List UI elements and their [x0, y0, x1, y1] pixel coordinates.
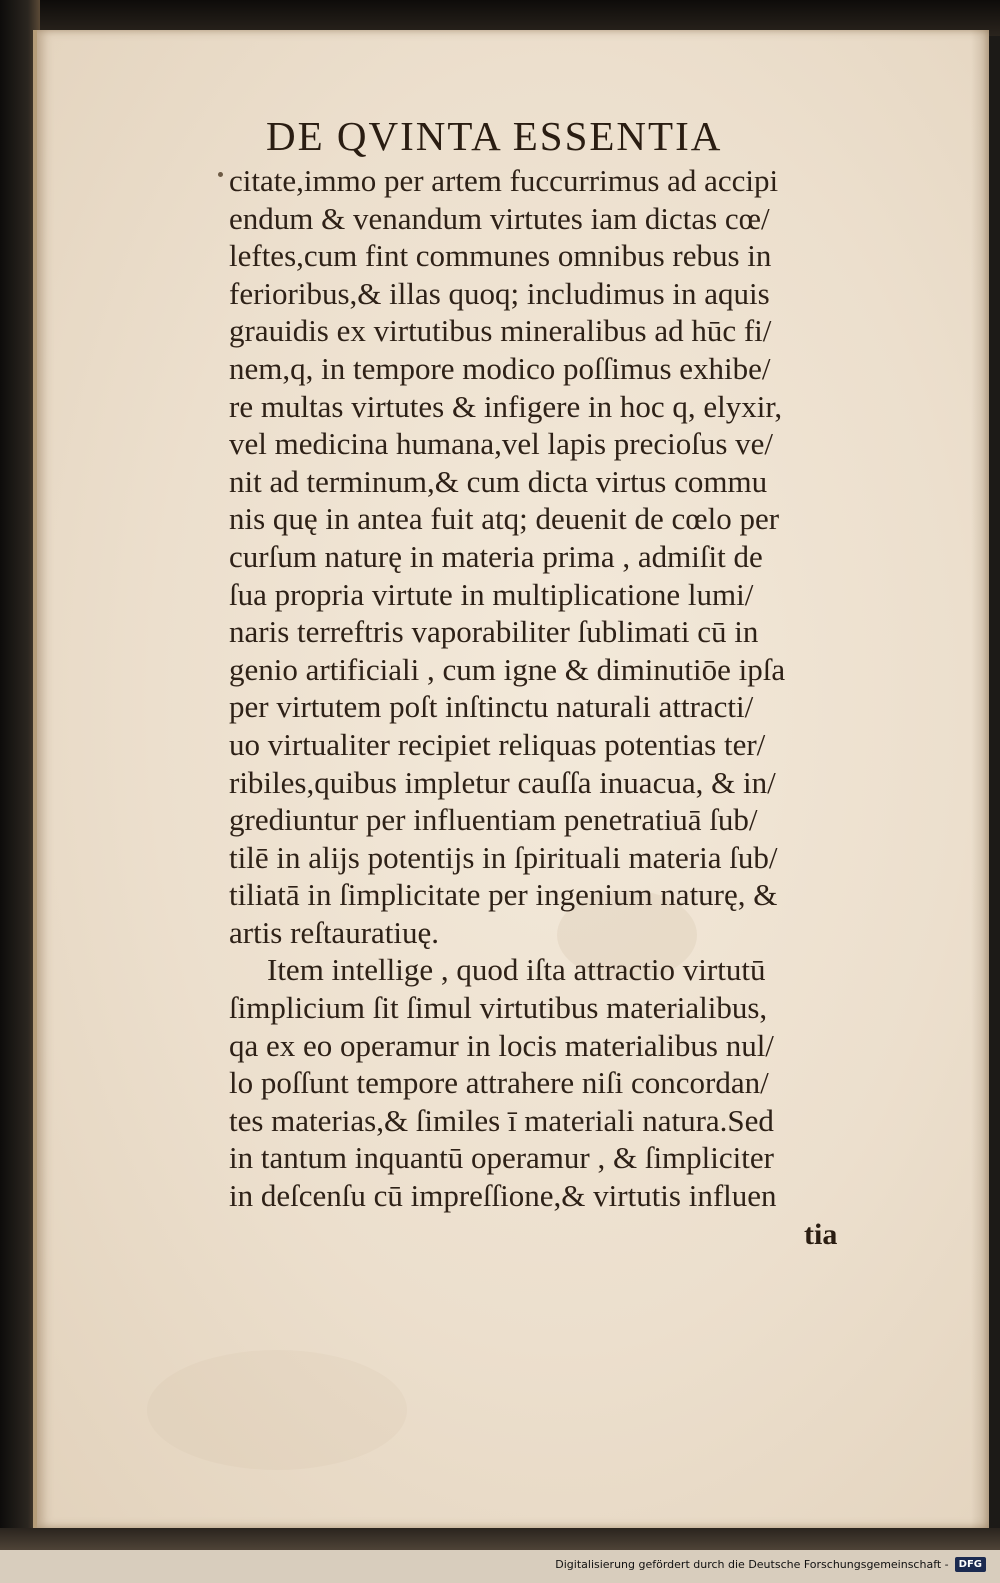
text-line: citate,immo per artem fuccurrimus ad accipi [229, 163, 779, 198]
text-line: re multas virtutes & infigere in hoc q, elyxir, [229, 388, 783, 424]
text-line: nis quę in antea fuit atq; deuenit de cœlo per [229, 501, 780, 537]
text-line: tes materias,& ſimiles ī materiali natura.Sed [229, 1102, 774, 1138]
text-line: in tantum inquantū operamur , & ſimpliciter [229, 1140, 774, 1176]
text-line: lo poſſunt tempore attrahere niſi concordan/ [229, 1065, 769, 1101]
text-line: grauidis ex virtutibus mineralibus ad hūc fi/ [229, 313, 772, 349]
text-line: curſum naturę in materia prima , admiſit de [229, 538, 763, 574]
text-line: genio artificiali , cum igne & diminutiōe ipſa [229, 651, 786, 687]
text-line: ſimplicium ſit ſimul virtutibus materialibus, [229, 990, 768, 1026]
text-line: endum & venandum virtutes iam dictas cœ/ [229, 200, 770, 236]
body-text [229, 162, 889, 1215]
text-line: uo virtualiter recipiet reliquas potentias ter/ [229, 726, 766, 762]
text-line: ferioribus,& illas quoq; includimus in aquis [229, 275, 770, 311]
text-line: nem,q, in tempore modico poſſimus exhibe/ [229, 350, 771, 386]
text-line: in deſcenſu cū impreſſione,& virtutis influen [229, 1178, 777, 1214]
dfg-logo: DFG [955, 1557, 986, 1572]
page-edge [971, 30, 989, 1528]
catchword: tia [804, 1218, 838, 1251]
credit-text: Digitalisierung gefördert durch die Deutsche Forschungsgemeinschaft - [555, 1557, 949, 1571]
paragraph-start-line: Item intellige , quod iſta attractio virtutū [267, 952, 766, 988]
text-line: tilē in alijs potentijs in ſpirituali materia ſub/ [229, 839, 778, 875]
text-line: artis reſtauratiuę. [229, 914, 440, 950]
running-header: DE QVINTA ESSENTIA [266, 113, 723, 159]
text-line: leftes,cum fint communes omnibus rebus in [229, 238, 772, 274]
text-line: nit ad terminum,& cum dicta virtus commu [229, 463, 768, 499]
text-line: qa ex eo operamur in locis materialibus nul/ [229, 1027, 774, 1063]
text-line: per virtutem poſt inſtinctu naturali attracti/ [229, 689, 754, 725]
scan-bottom-edge [0, 1528, 1000, 1550]
digitization-credit [555, 1553, 986, 1575]
text-line: ribiles,quibus impletur cauſſa inuacua, & in/ [229, 764, 776, 800]
paper-stain [147, 1350, 407, 1470]
text-line: grediuntur per influentiam penetratiuā ſub/ [229, 802, 758, 838]
text-line: tiliatā in ſimplicitate per ingenium naturę, & [229, 877, 778, 913]
margin-mark [218, 172, 223, 177]
text-line: naris terreftris vaporabiliter ſublimati cū in [229, 614, 759, 650]
text-line: vel medicina humana,vel lapis precioſus ve/ [229, 426, 774, 462]
text-line: ſua propria virtute in multiplicatione lumi/ [229, 576, 754, 612]
